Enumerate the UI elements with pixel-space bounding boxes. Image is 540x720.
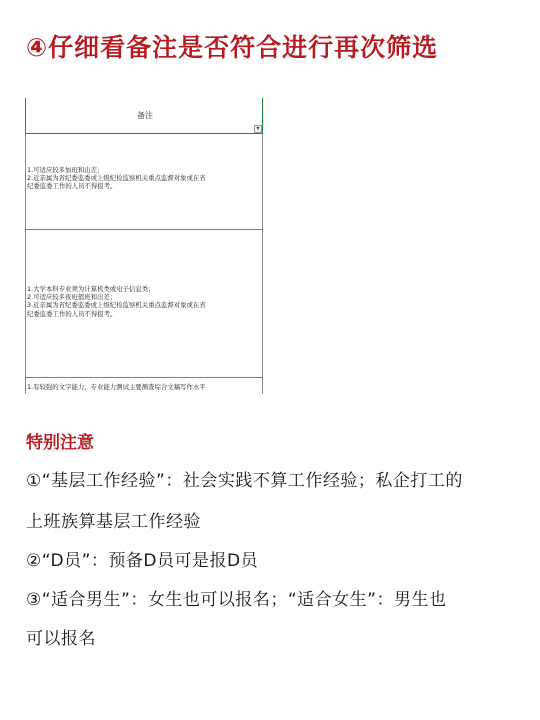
notice-line: ②“D员”：预备D员可是报D员: [26, 551, 259, 571]
row-divider: [25, 229, 263, 230]
spreadsheet-screenshot: [25, 98, 264, 394]
notice-line: 上班族算基层工作经验: [26, 512, 201, 532]
column-header-remarks: 备注: [137, 111, 153, 120]
page-title: ④仔细看备注是否符合进行再次筛选: [26, 33, 439, 62]
notice-line: 可以报名: [26, 629, 96, 649]
cell-line: 2.可适应较多夜班值班和出差；: [27, 293, 117, 302]
cell-line: 1.有较强的文字能力，专业能力测试主要测查综合文稿写作水平: [27, 383, 206, 391]
row-divider: [25, 377, 263, 378]
notice-title: 特别注意: [26, 433, 94, 453]
column-border-right: [262, 98, 263, 394]
filter-dropdown-icon[interactable]: ▾: [254, 125, 262, 133]
selected-header-cell[interactable]: [25, 98, 263, 134]
notice-line: ①“基层工作经验”：社会实践不算工作经验；私企打工的: [26, 471, 463, 491]
cell-line: 3.近亲属为省纪委监委或上级纪检监察机关重点监督对象或在省: [27, 301, 206, 310]
cell-line: 1.大学本科专业须为计算机类或电子信息类；: [27, 285, 155, 293]
cell-line: 1.可适应较多加班和出差；: [27, 166, 104, 174]
remarks-cell-3[interactable]: [27, 383, 259, 391]
cell-line: 2.近亲属为省纪委监委或上级纪检监察机关重点监督对象或在省: [27, 174, 206, 183]
column-border-left: [25, 98, 26, 394]
cell-line: 纪委监委工作的人员不得报考。: [27, 309, 117, 318]
notice-line: ③“适合男生”：女生也可以报名；“适合女生”：男生也: [26, 590, 447, 610]
remarks-cell-1[interactable]: [27, 166, 259, 191]
remarks-cell-2[interactable]: [27, 285, 259, 318]
cell-line: 纪委监委工作的人员不得报考。: [27, 182, 117, 191]
